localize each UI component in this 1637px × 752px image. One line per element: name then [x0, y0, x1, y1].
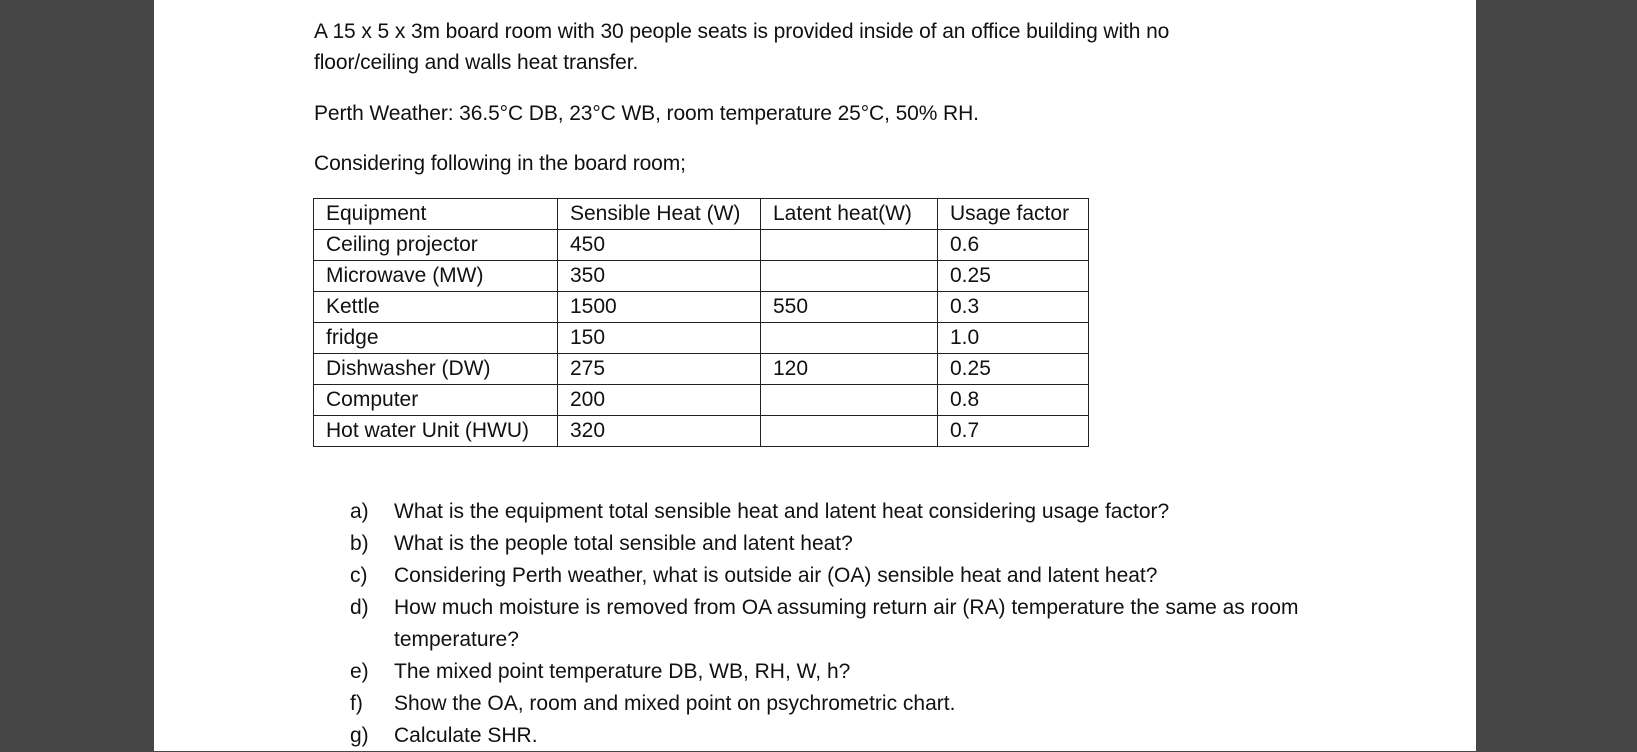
cell-latent: 120 — [761, 354, 938, 385]
table-row — [314, 354, 1089, 385]
cell-latent — [761, 261, 938, 292]
question-marker: c) — [350, 564, 368, 587]
cell-sensible: 1500 — [558, 292, 761, 323]
question-item — [350, 528, 1310, 560]
question-item — [350, 496, 1310, 528]
question-marker: e) — [350, 660, 369, 683]
table-row — [314, 292, 1089, 323]
header-usage-factor: Usage factor — [938, 199, 1089, 230]
cell-sensible: 450 — [558, 230, 761, 261]
question-marker: b) — [350, 532, 369, 555]
question-item — [350, 560, 1310, 592]
question-text: Considering Perth weather, what is outside air (OA) sensible heat and latent heat? — [394, 564, 1158, 587]
question-marker: g) — [350, 724, 369, 747]
cell-equipment: Kettle — [314, 292, 558, 323]
questions-list — [350, 496, 1310, 752]
question-text: What is the people total sensible and latent heat? — [394, 532, 853, 555]
table-header-row — [314, 199, 1089, 230]
cell-equipment: Hot water Unit (HWU) — [314, 416, 558, 447]
cell-usage: 0.25 — [938, 261, 1089, 292]
table-row — [314, 323, 1089, 354]
question-marker: a) — [350, 500, 369, 523]
question-text: Show the OA, room and mixed point on psychrometric chart. — [394, 692, 956, 715]
question-text: How much moisture is removed from OA assuming return air (RA) temperature the same as room temperature? — [394, 596, 1299, 651]
cell-equipment: fridge — [314, 323, 558, 354]
cell-equipment: Computer — [314, 385, 558, 416]
cell-equipment: Ceiling projector — [314, 230, 558, 261]
cell-usage: 0.25 — [938, 354, 1089, 385]
cell-latent — [761, 230, 938, 261]
cell-sensible: 200 — [558, 385, 761, 416]
header-sensible-heat: Sensible Heat (W) — [558, 199, 761, 230]
cell-usage: 0.6 — [938, 230, 1089, 261]
cell-sensible: 275 — [558, 354, 761, 385]
weather-paragraph: Perth Weather: 36.5°C DB, 23°C WB, room temperature 25°C, 50% RH. — [314, 102, 979, 125]
considering-paragraph: Considering following in the board room; — [314, 152, 686, 175]
question-text: What is the equipment total sensible heat and latent heat considering usage factor? — [394, 500, 1170, 523]
cell-equipment: Microwave (MW) — [314, 261, 558, 292]
question-marker: d) — [350, 596, 369, 619]
intro-paragraph: A 15 x 5 x 3m board room with 30 people seats is provided inside of an office building with no floor/ceiling and walls heat transfer. — [314, 20, 1170, 74]
cell-latent — [761, 385, 938, 416]
cell-sensible: 150 — [558, 323, 761, 354]
question-item — [350, 688, 1310, 720]
cell-sensible: 350 — [558, 261, 761, 292]
cell-usage: 1.0 — [938, 323, 1089, 354]
table-row — [314, 385, 1089, 416]
table-row — [314, 416, 1089, 447]
cell-latent: 550 — [761, 292, 938, 323]
document-page — [154, 0, 1476, 751]
question-item — [350, 656, 1310, 688]
cell-equipment: Dishwasher (DW) — [314, 354, 558, 385]
equipment-table — [313, 198, 1089, 447]
question-text: Calculate SHR. — [394, 724, 538, 747]
cell-sensible: 320 — [558, 416, 761, 447]
question-item — [350, 720, 1310, 752]
cell-usage: 0.7 — [938, 416, 1089, 447]
cell-latent — [761, 416, 938, 447]
cell-latent — [761, 323, 938, 354]
question-marker: f) — [350, 692, 363, 715]
question-text: The mixed point temperature DB, WB, RH, W, h? — [394, 660, 851, 683]
cell-usage: 0.8 — [938, 385, 1089, 416]
table-row — [314, 261, 1089, 292]
header-latent-heat: Latent heat(W) — [761, 199, 938, 230]
header-equipment: Equipment — [314, 199, 558, 230]
table-row — [314, 230, 1089, 261]
question-item — [350, 592, 1310, 656]
cell-usage: 0.3 — [938, 292, 1089, 323]
